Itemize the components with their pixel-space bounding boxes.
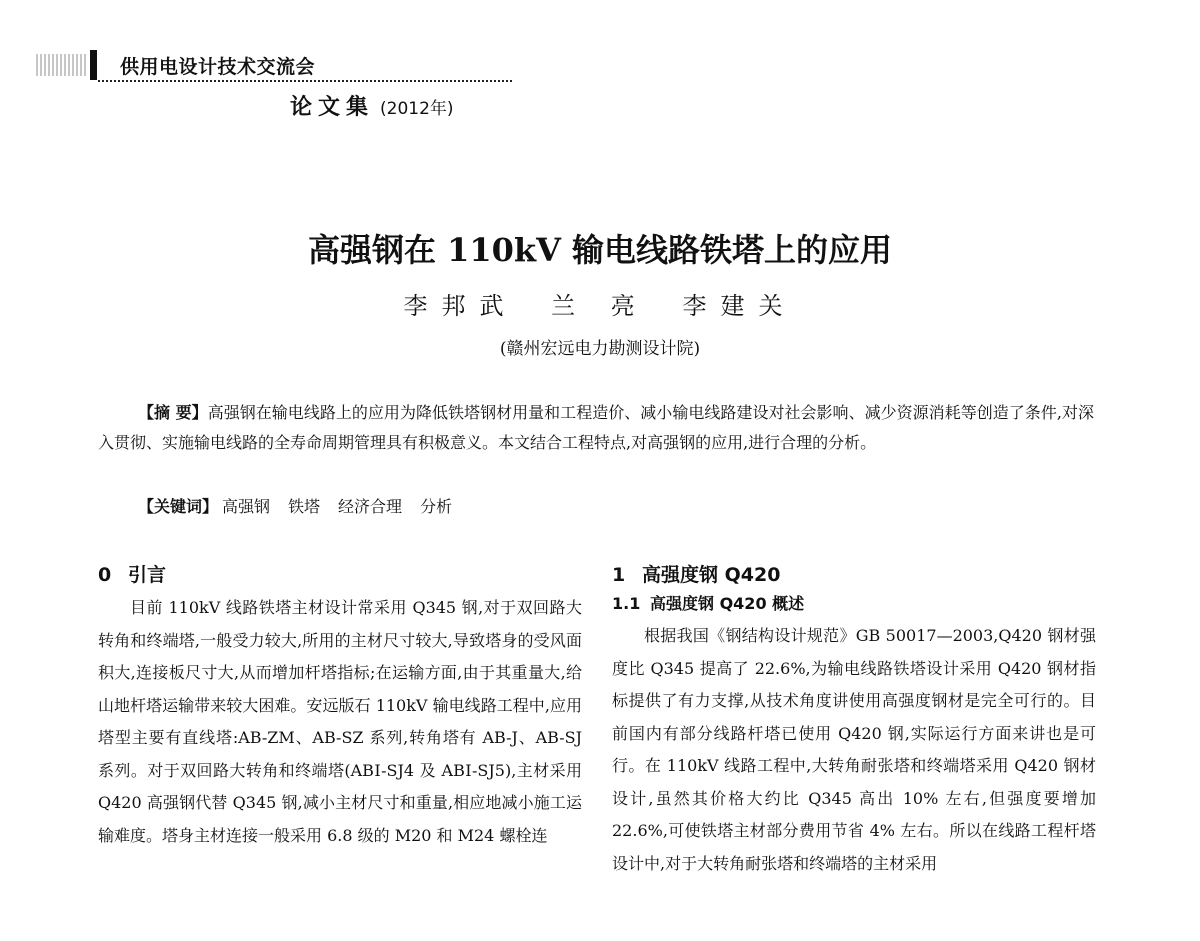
author: 李建关	[682, 292, 797, 320]
abstract-label: 【摘 要】	[138, 403, 208, 422]
paper-title: 高强钢在 110kV 输电线路铁塔上的应用	[307, 231, 893, 270]
author-list	[0, 286, 1200, 321]
keywords	[138, 494, 470, 517]
section-title: 引言	[128, 564, 167, 586]
abstract-text: 高强钢在输电线路上的应用为降低铁塔钢材用量和工程造价、减小输电线路建设对社会影响、减少资源消耗等创造了条件,对深入贯彻、实施输电线路的全寿命周期管理具有积极意义。本文结合工程特点,对高强钢的应用,进行合理的分析。	[98, 403, 1094, 452]
section-heading-intro	[98, 560, 582, 590]
journal-title: 供用电设计技术交流会	[120, 56, 316, 78]
affiliation: (赣州宏远电力勘测设计院)	[499, 339, 701, 359]
header-dotted-rule	[98, 80, 512, 82]
keywords-label: 【关键词】	[138, 497, 219, 516]
collection-name: 论文集	[290, 94, 375, 120]
subsection-title: 高强度钢 Q420 概述	[650, 594, 805, 613]
header-decoration	[36, 54, 86, 76]
intro-paragraph: 目前 110kV 线路铁塔主材设计常采用 Q345 钢,对于双回路大转角和终端塔,一般受力较大,所用的主材尺寸较大,导致塔身的受风面积大,连接板尺寸大,从而增加杆塔指标;在运输方面,由于其重量大,给山地杆塔运输带来较大困难。安远版石 110kV 输电线路工程中,应用塔型主要有直线塔:AB-ZM、AB-SZ 系列,转角塔有 AB-J、AB-SJ 系列。对于双回路大转角和终端塔(ABⅠ-SJ4 及 ABⅠ-SJ5),主材采用 Q420 高强钢代替 Q345 钢,减小主材尺寸和重量,相应地减小施工运输难度。塔身主材连接一般采用 6.8 级的 M20 和 M24 螺栓连	[98, 598, 582, 845]
collection-year: (2012年)	[380, 99, 454, 119]
keyword: 经济合理	[338, 497, 403, 516]
column-right	[612, 560, 1096, 880]
keyword: 分析	[420, 497, 453, 516]
author: 兰 亮	[551, 292, 649, 320]
section-number: 0	[98, 564, 112, 586]
collection-label	[290, 90, 454, 121]
section-number: 1	[612, 564, 626, 586]
section-title: 高强度钢 Q420	[642, 564, 781, 586]
subsection-number: 1.1	[612, 594, 641, 613]
section-1-1-paragraph: 根据我国《钢结构设计规范》GB 50017—2003,Q420 钢材强度比 Q345 提高了 22.6%,为输电线路铁塔设计采用 Q420 钢材指标提供了有力支撑,从技术角度讲使用高强度钢材是完全可行的。目前国内有部分线路杆塔已使用 Q420 钢,实际运行方面来讲也是可行。在 110kV 线路工程中,大转角耐张塔和终端塔采用 Q420 钢材设计,虽然其价格大约比 Q345 高出 10% 左右,但强度要增加 22.6%,可使铁塔主材部分费用节省 4% 左右。所以在线路工程杆塔设计中,对于大转角耐张塔和终端塔的主材采用	[612, 626, 1096, 873]
column-left	[98, 560, 582, 852]
header-bar	[90, 50, 97, 80]
keyword: 铁塔	[288, 497, 321, 516]
subsection-heading-1-1	[612, 590, 1096, 618]
keyword: 高强钢	[222, 497, 271, 516]
section-heading-1	[612, 560, 1096, 590]
abstract	[98, 398, 1094, 458]
author: 李邦武	[403, 292, 518, 320]
